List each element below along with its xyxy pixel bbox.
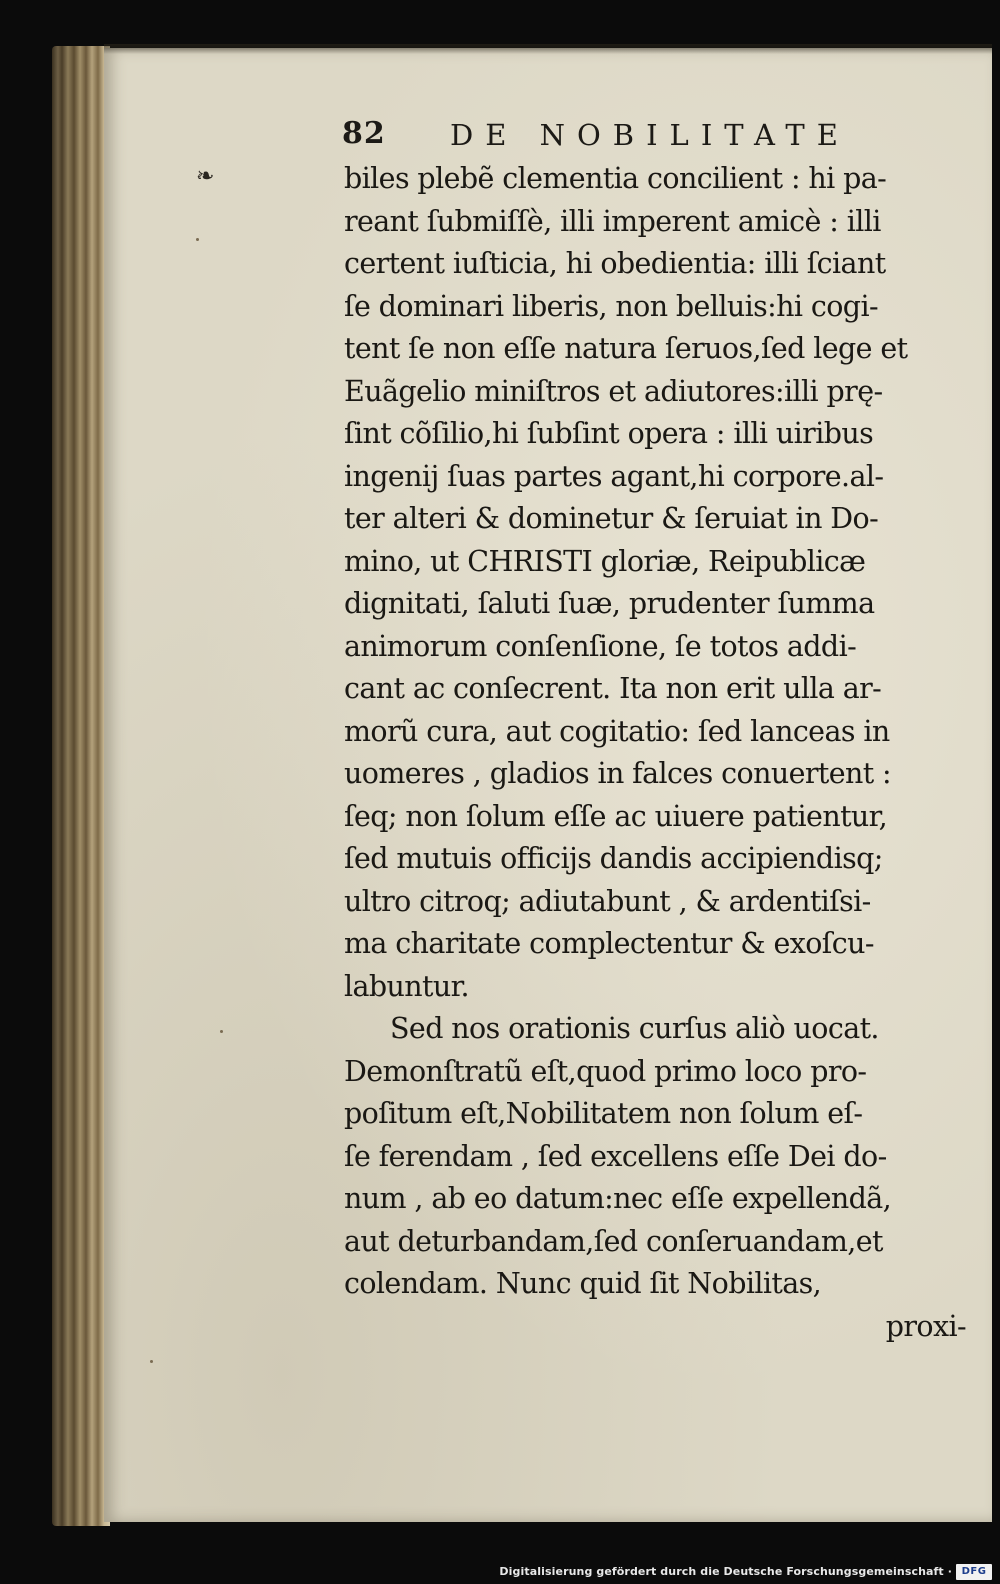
text-line: morũ cura, aut cogitatio: ſed lanceas in: [344, 714, 890, 748]
dfg-logo-icon: [956, 1564, 992, 1580]
paper-speck: [196, 238, 199, 241]
text-line: dignitati, ſaluti ſuæ, prudenter ſumma: [344, 587, 875, 620]
text-line: ingenij ſuas partes agant,hi corpore.al-: [344, 459, 884, 493]
text-line: ſed mutuis officijs dandis accipiendisq;: [344, 842, 883, 875]
text-line: ſint cõſilio,hi ſubſint opera : illi uiribus: [344, 417, 874, 450]
text-line: biles plebẽ clementia concilient : hi pa-: [344, 162, 887, 195]
paragraph-start-line: Sed nos orationis curſus aliò uocat.: [390, 1012, 879, 1045]
text-line: Demonſtratũ eſt,quod primo loco pro-: [344, 1054, 867, 1088]
body-text: [344, 158, 968, 1348]
catchword: proxi-: [885, 1309, 966, 1343]
text-line: tent ſe non eſſe natura ſeruos,ſed lege et: [344, 332, 908, 365]
text-line: ſeq; non ſolum eſſe ac uiuere patientur,: [344, 799, 888, 833]
margin-ornament-icon: ❧: [196, 164, 215, 189]
dfg-logo-text: DFG: [961, 1566, 987, 1577]
text-line: ſe ferendam , ſed excellens eſſe Dei do-: [344, 1139, 887, 1173]
text-line: aut deturbandam,ſed conſeruandam,et: [344, 1224, 883, 1258]
running-title: DE NOBILITATE: [450, 118, 850, 152]
funding-credit: Digitalisierung gefördert durch die Deutsche Forschungsgemeinschaft ·: [499, 1565, 952, 1578]
text-line: ultro citroq; adiutabunt , & ardentiſsi-: [344, 884, 871, 918]
text-line: poſitum eſt,Nobilitatem non ſolum eſ-: [344, 1097, 863, 1130]
text-line: colendam. Nunc quid ſit Nobilitas,: [344, 1267, 822, 1300]
paper-speck: [220, 1030, 223, 1033]
text-line: cant ac conſecrent. Ita non erit ulla ar-: [344, 672, 882, 705]
text-line: mino, ut CHRISTI gloriæ, Reipublicæ: [344, 544, 866, 578]
book-leaf-edges: [52, 46, 110, 1526]
text-line: num , ab eo datum:nec eſſe expellendã,: [344, 1182, 892, 1215]
text-line: reant ſubmiſſè, illi imperent amicè : illi: [344, 204, 881, 238]
text-line: certent iuſticia, hi obedientia: illi ſciant: [344, 247, 886, 280]
page-header: [342, 116, 902, 164]
paper-speck: [150, 1360, 153, 1363]
text-line: animorum conſenſione, ſe totos addi-: [344, 629, 857, 663]
text-line: uomeres , gladios in falces conuertent :: [344, 757, 892, 790]
page-top-shadow: [104, 44, 992, 54]
digitization-footer: [0, 1558, 1000, 1584]
text-line: ſe dominari liberis, non belluis:hi cogi-: [344, 289, 878, 323]
text-line: ma charitate complectentur & exoſcu-: [344, 927, 874, 960]
text-line: ter alteri & dominetur & ſeruiat in Do-: [344, 502, 879, 535]
page-number: 82: [342, 116, 386, 151]
text-line: labuntur.: [344, 969, 470, 1003]
text-line: Euãgelio miniſtros et adiutores:illi prę-: [344, 374, 883, 408]
